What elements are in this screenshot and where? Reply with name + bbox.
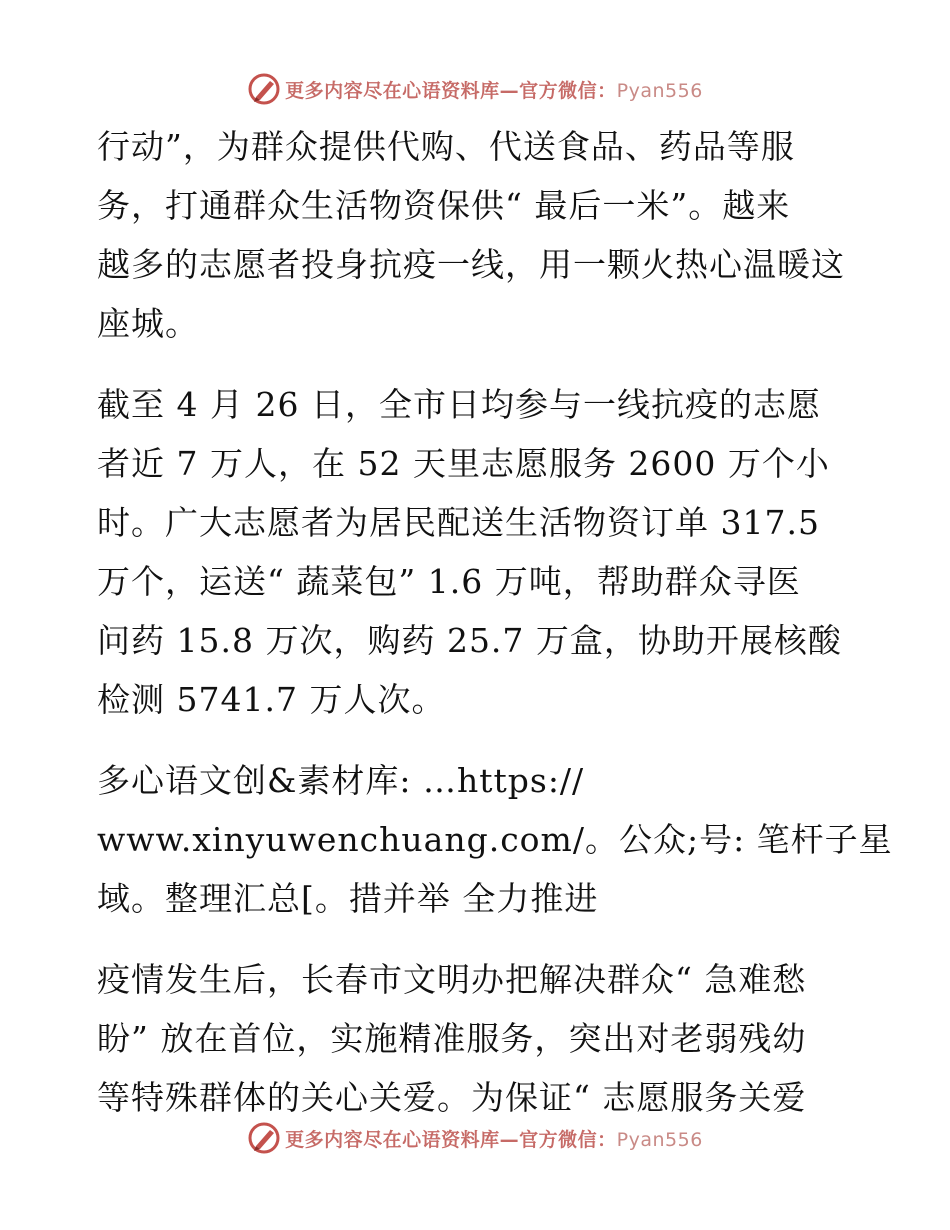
text-line: 问药 15.8 万次，购药 25.7 万盒，协助开展核酸 <box>97 621 842 660</box>
text-line: 疫情发生后，长春市文明办把解决群众“ 急难愁 <box>97 960 807 999</box>
text-line: 务，打通群众生活物资保供“ 最后一米”。越来 <box>97 186 791 225</box>
paragraph <box>97 751 893 928</box>
watermark-text: 更多内容尽在心语资料库—官方微信：Pyan556 <box>285 1128 703 1151</box>
footer-watermark <box>0 1121 950 1155</box>
text-line: www.xinyuwenchuang.com/。公众;号: 笔杆子星 <box>97 820 893 859</box>
text-line: 时。广大志愿者为居民配送生活物资订单 317.5 <box>97 503 820 542</box>
watermark-text: 更多内容尽在心语资料库—官方微信：Pyan556 <box>285 79 703 102</box>
text-line: 等特殊群体的关心关爱。为保证“ 志愿服务关爱 <box>97 1078 807 1117</box>
text-line: 者近 7 万人，在 52 天里志愿服务 2600 万个小 <box>97 444 830 483</box>
document-body <box>97 117 893 1127</box>
text-line: 多心语文创&素材库: …https:// <box>97 761 585 800</box>
text-line: 行动”，为群众提供代购、代送食品、药品等服 <box>97 127 795 166</box>
paragraph <box>97 117 857 353</box>
text-line: 检测 5741.7 万人次。 <box>97 680 446 719</box>
text-line: 座城。 <box>97 304 199 343</box>
paragraph <box>97 375 857 729</box>
text-line: 截至 4 月 26 日，全市日均参与一线抗疫的志愿 <box>97 385 821 424</box>
text-line: 越多的志愿者投身抗疫一线，用一颗火热心温暖这 <box>97 245 845 284</box>
text-line: 域。整理汇总[。措并举 全力推进 <box>97 879 599 918</box>
paragraph <box>97 950 857 1127</box>
header-watermark <box>0 72 950 106</box>
pen-logo-icon <box>247 1121 281 1155</box>
text-line: 盼” 放在首位，实施精准服务，突出对老弱残幼 <box>97 1019 807 1058</box>
pen-logo-icon <box>247 72 281 106</box>
text-line: 万个，运送“ 蔬菜包” 1.6 万吨，帮助群众寻医 <box>97 562 801 601</box>
